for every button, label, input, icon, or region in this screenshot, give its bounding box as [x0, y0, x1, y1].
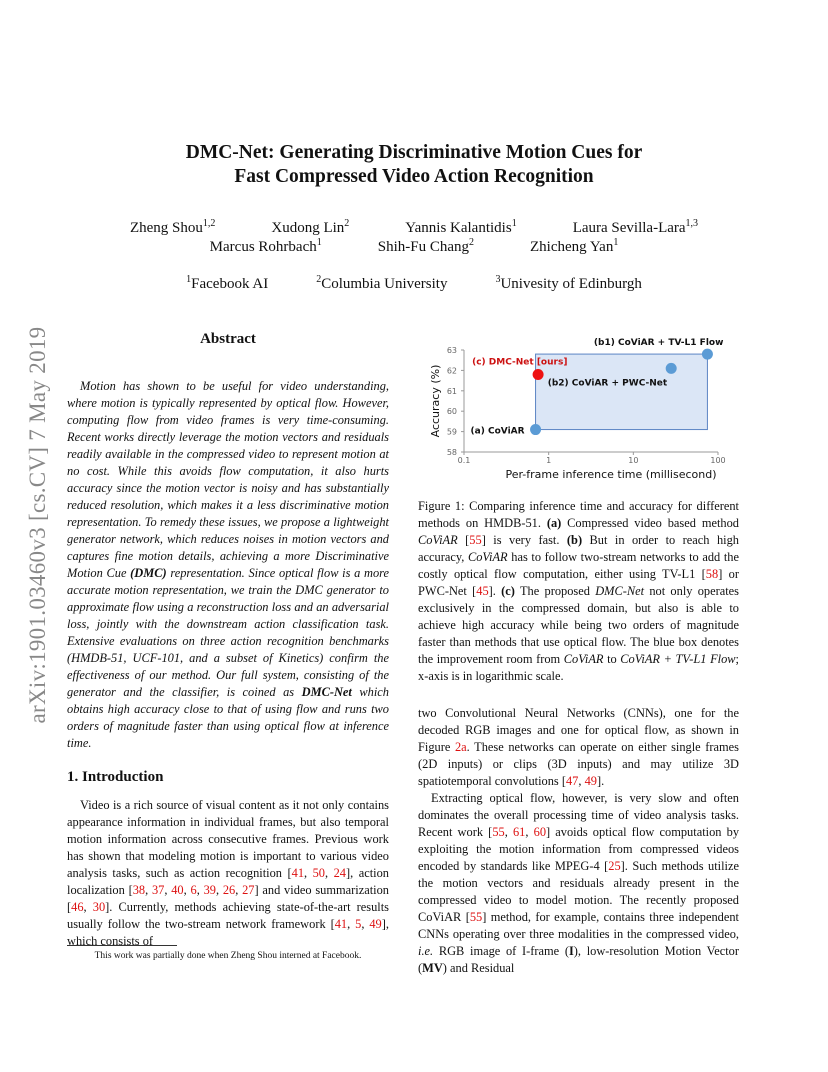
- point-label: (a) CoViAR: [470, 426, 525, 437]
- affiliation: $^1$Facebook AI: [186, 274, 269, 292]
- affiliation: $^3$Univesity of Edinburgh: [495, 274, 642, 292]
- y-tick-label: 61: [446, 386, 457, 396]
- paper-title: [90, 141, 738, 189]
- title-line-1: DMC-Net: Generating Discriminative Motion Cues for: [185, 142, 643, 163]
- right-paragraph-1: two Convolutional Neural Networks (CNNs), one for the decoded RGB images and one for optical flow, as shown in Figure 2a. These networks can operate on either single frames (2D inputs) or clips (3D inputs) and may utilize 3D spatiotemporal convolutions [47, 49].: [418, 706, 739, 788]
- author-name: Yannis Kalantidis$^1$: [405, 218, 517, 236]
- point-label: (b1) CoViAR + TV-L1 Flow: [593, 338, 724, 349]
- figure-caption: Figure 1: Comparing inference time and accuracy for different methods on HMDB-51. (a) Compressed video based method CoViAR [55] is very fast. (b) But in order to reach high accuracy, CoViAR has to follow two-stream networks to add the costly optical flow computation, either using TV-L1 [58] or PWC-Net [45]. (c) The proposed DMC-Net not only operates exclusively in the compressed domain, but also is able to achieve high accuracy while being two orders of magnitude faster than methods that use optical flow. The blue box denotes the improvement room from CoViAR to CoViAR + TV-L1 Flow; x-axis is in logarithmic scale.: [418, 499, 740, 683]
- author-row-1: [90, 219, 738, 238]
- section-heading: 1. Introduction: [67, 769, 164, 785]
- abstract-text: Motion has shown to be useful for video understanding, where motion is typically represented by optical flow. However, computing flow from video frames is very time-consuming. Recent works directly leverage the motion vectors and residuals readily available in the compressed video to represent motion at no cost. While this avoids flow computation, it also hurts accuracy since the motion vector is noisy and has substantially reduced resolution, which makes it a less discriminative motion representation. To remedy these issues, we propose a lightweight generator network, which reduces noises in motion vectors and captures fine motion details, achieving a more Discriminative Motion Cue (DMC) representation. Since optical flow is a more accurate motion representation, we train the DMC generator to approximate flow using a reconstruction loss and an adversarial loss, jointly with the downstream action classification task. Extensive evaluations on three action recognition benchmarks (HMDB-51, UCF-101, and a subset of Kinetics) confirm the effectiveness of our method. Our full system, consisting of the generator and the classifier, is coined as DMC-Net which obtains high accuracy close to that of using flow and runs two orders of magnitude faster than using optical flow at inference time.: [67, 379, 390, 750]
- y-tick-label: 60: [446, 407, 457, 417]
- author-name: Marcus Rohrbach$^1$: [209, 237, 322, 255]
- author-row-2: [90, 238, 738, 257]
- data-point: [702, 349, 713, 360]
- y-tick-label: 63: [446, 346, 457, 355]
- footnote: This work was partially done when Zheng Shou interned at Facebook.: [94, 951, 362, 961]
- point-label: (b2) CoViAR + PWC-Net: [547, 378, 668, 389]
- author-name: Zhicheng Yan$^1$: [530, 237, 619, 255]
- x-tick-label: 10: [628, 456, 639, 465]
- y-tick-label: 62: [446, 366, 457, 376]
- y-tick-label: 58: [446, 448, 457, 457]
- right-paragraph-2: Extracting optical flow, however, is very slow and often dominates the overall processing time of video analysis tasks. Recent work [55, 61, 60] avoids optical flow computation by exploiting the motion information from compressed videos encoded by standards like MPEG-4 [25]. Such methods utilize the motion vectors and residuals already present in the compressed video to model motion. The recently proposed CoViAR [55] method, for example, contains three independent CNNs operating over three modalities in the compressed video, i.e. RGB image of I-frame (I), low-resolution Motion Vector (MV) and Residual: [418, 791, 740, 975]
- affiliations: [90, 276, 738, 293]
- data-point: [666, 363, 677, 374]
- author-name: Laura Sevilla-Lara$^{1,3}$: [572, 218, 699, 236]
- author-name: Zheng Shou$^{1,2}$: [129, 218, 216, 236]
- x-tick-label: 100: [710, 456, 726, 465]
- figure-1-chart: [418, 336, 739, 486]
- x-tick-label: 1: [546, 456, 552, 465]
- author-list: [90, 219, 738, 257]
- data-point: [533, 369, 544, 380]
- y-tick-label: 59: [446, 427, 457, 437]
- x-axis-label: Per-frame inference time (millisecond): [505, 468, 717, 481]
- x-tick-label: 0.1: [457, 456, 471, 465]
- footnote-rule: [67, 945, 177, 946]
- arxiv-side-label: [18, 285, 58, 765]
- arxiv-id: arXiv:1901.03460v3 [cs.CV] 7 May 2019: [25, 326, 50, 724]
- author-name: Xudong Lin$^2$: [271, 218, 350, 236]
- affiliation: $^2$Columbia University: [316, 274, 448, 292]
- intro-paragraph: Video is a rich source of visual content as it not only contains appearance information in individual frames, but also temporal motion information across consecutive frames. Previous work has shown that modeling motion is important to various video analysis tasks, such as action recognition [41, 50, 24], action localization [38, 37, 40, 6, 39, 26, 27] and video summarization [46, 30]. Currently, methods achieving state-of-the-art results usually follow the two-stream network framework [41, 5, 49], which consists of: [67, 798, 389, 948]
- point-label: (c) DMC-Net [ours]: [472, 357, 568, 368]
- y-axis-label: Accuracy (%): [429, 364, 442, 438]
- abstract-heading: Abstract: [200, 331, 256, 347]
- figure-1: [418, 336, 739, 486]
- author-name: Shih-Fu Chang$^2$: [377, 237, 474, 255]
- data-point: [530, 424, 541, 435]
- title-line-2: Fast Compressed Video Action Recognition: [234, 166, 594, 187]
